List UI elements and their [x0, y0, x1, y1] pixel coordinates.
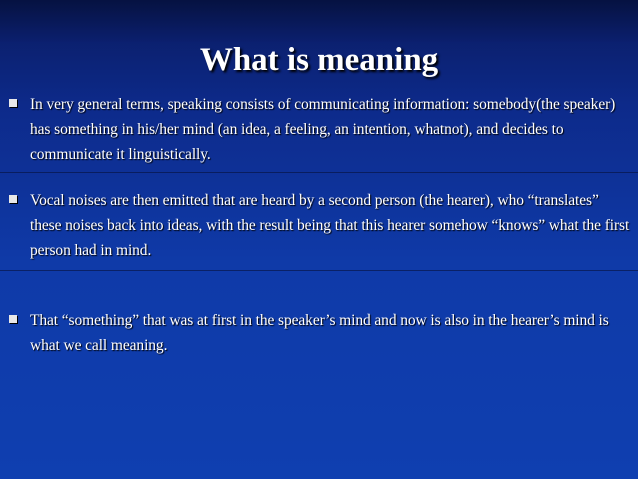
slide-title: What is meaning — [199, 42, 439, 78]
bullet-item-3 — [9, 308, 633, 358]
divider-line — [0, 172, 638, 173]
square-bullet-icon — [9, 99, 17, 107]
square-bullet-icon — [9, 195, 17, 203]
bullet-text-1: In very general terms, speaking consists of communicating information: somebody(the speaker) has something in his/her mind (an idea, a feeling, an intention, whatnot), and decides to communicate it linguistically. — [30, 96, 616, 163]
top-band — [0, 0, 638, 42]
bullet-text-3: That “something” that was at first in the speaker’s mind and now is also in the hearer’s mind is what we call meaning. — [30, 312, 609, 354]
bullet-item-2 — [9, 188, 633, 263]
bullet-text-2: Vocal noises are then emitted that are heard by a second person (the hearer), who “translates” these noises back into ideas, with the result being that this hearer somehow “knows” what the first person had in mind. — [30, 192, 630, 259]
bullet-item-1 — [9, 92, 633, 167]
square-bullet-icon — [9, 315, 17, 323]
divider-line — [0, 270, 638, 271]
